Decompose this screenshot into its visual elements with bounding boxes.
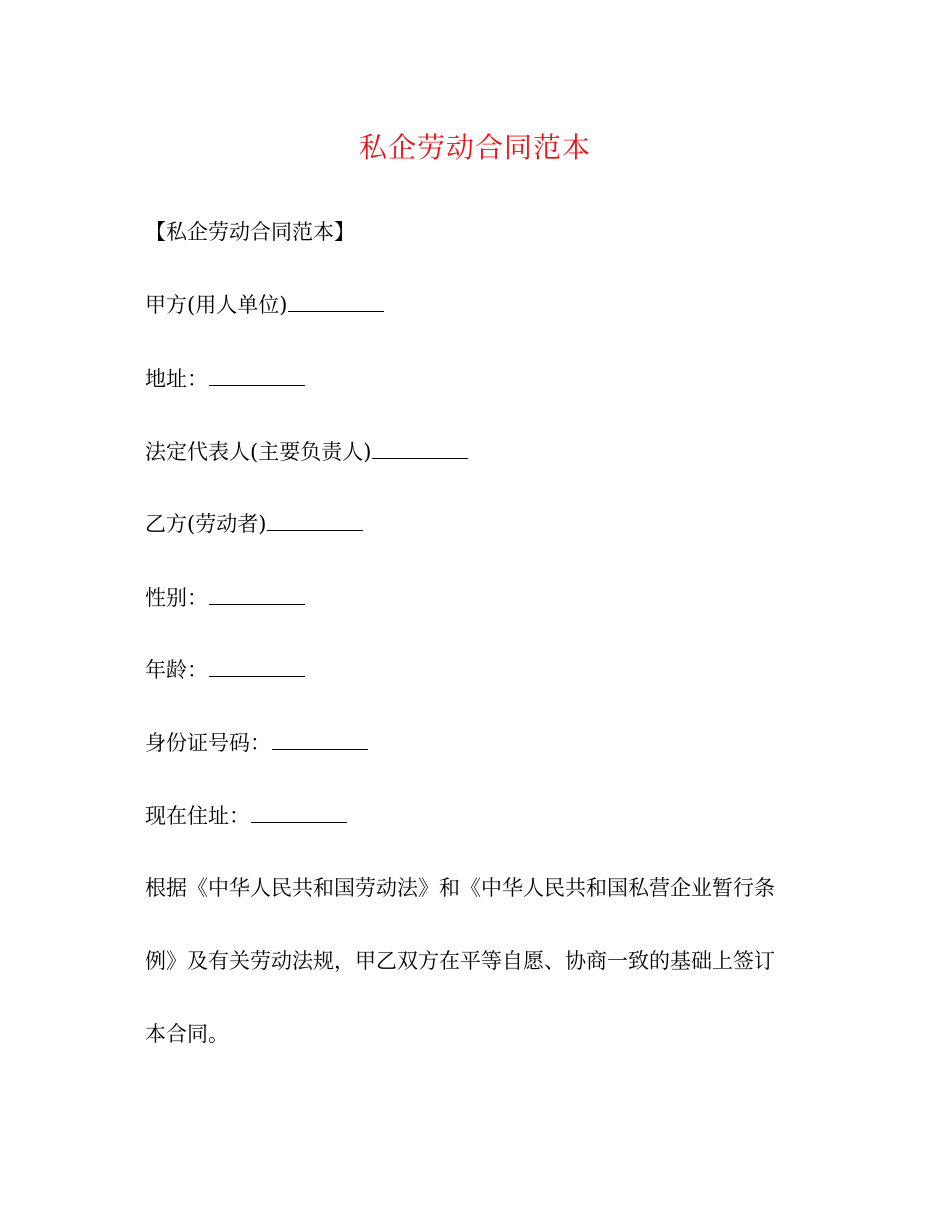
field-employee [145, 509, 363, 539]
field-label: 性别： [145, 586, 208, 610]
field-current-address [145, 801, 347, 831]
document-heading: 【私企劳动合同范本】 [145, 220, 355, 244]
fill-in-blank [209, 365, 305, 386]
field-address [145, 364, 305, 394]
field-label: 现在住址： [145, 804, 250, 828]
field-label: 年龄： [145, 658, 208, 682]
fill-in-blank [372, 438, 468, 459]
field-employer [145, 290, 384, 320]
field-label: 地址： [145, 367, 208, 391]
field-label: 甲方(用人单位) [145, 293, 288, 317]
field-id-number [145, 728, 368, 758]
paragraph-line: 例》及有关劳动法规，甲乙双方在平等自愿、协商一致的基础上签订 [145, 949, 775, 973]
fill-in-blank [288, 291, 384, 312]
field-label: 法定代表人(主要负责人) [145, 440, 372, 464]
fill-in-blank [251, 802, 347, 823]
fill-in-blank [209, 584, 305, 605]
fill-in-blank [267, 510, 363, 531]
field-label: 身份证号码： [145, 731, 271, 755]
fill-in-blank [272, 729, 368, 750]
field-label: 乙方(劳动者) [145, 512, 267, 536]
paragraph-line: 本合同。 [145, 1022, 229, 1046]
field-legal-representative [145, 437, 468, 467]
intro-paragraph [145, 873, 805, 1073]
fill-in-blank [209, 656, 305, 677]
field-age [145, 655, 305, 685]
paragraph-line: 根据《中华人民共和国劳动法》和《中华人民共和国私营企业暂行条 [145, 876, 775, 900]
field-gender [145, 583, 305, 613]
document-title: 私企劳动合同范本 [358, 131, 591, 164]
